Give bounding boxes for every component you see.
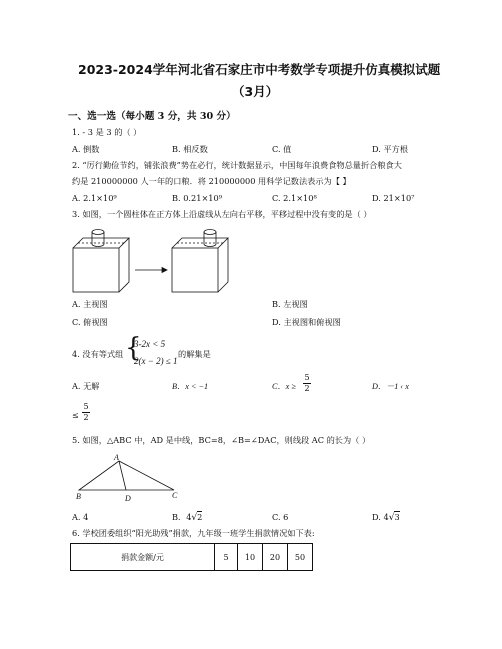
q2-option-a: A. 2.1×10⁹ xyxy=(72,193,117,203)
table-cell: 5 xyxy=(215,544,238,571)
q2-option-c: C. 2.1×10⁸ xyxy=(272,193,317,203)
q5-label-b: B xyxy=(76,492,81,501)
q4-inequality-1: 3-2x < 5 xyxy=(134,339,166,349)
table-cell: 50 xyxy=(288,544,313,571)
table-header-cell: 捐款金额/元 xyxy=(71,544,215,571)
q3-stem: 3. 如图，一个圆柱体在正方体上沿虚线从左向右平移，平移过程中没有变的是（ ） xyxy=(72,209,372,219)
q6-stem: 6. 学校团委组织“阳光助残”捐款，九年级一班学生捐款情况如下表: xyxy=(72,528,315,538)
q2-option-d: D. 21×10⁷ xyxy=(372,193,415,203)
page-subtitle: （3月） xyxy=(232,84,279,99)
q5-option-c: C. 6 xyxy=(272,512,289,522)
q4-option-d: D．－1 ‹ x xyxy=(372,382,409,391)
q4-inequality-2: 2(x − 2) ≤ 1 xyxy=(134,356,178,366)
q2-option-b: B. 0.21×10⁹ xyxy=(172,193,223,203)
page-title: 2023-2024学年河北省石家庄市中考数学专项提升仿真模拟试题 xyxy=(78,62,441,77)
q5-option-d-label: D. 4 xyxy=(372,512,389,522)
q5-option-a: A. 4 xyxy=(72,512,89,522)
q5-option-d: D. 4√3 xyxy=(372,512,400,523)
q1-option-c: C. 值 xyxy=(272,144,292,154)
q5-label-a: A xyxy=(114,453,119,462)
q5-option-b-label: B．4 xyxy=(172,512,192,522)
q3-cube-figure xyxy=(70,226,270,296)
q5-option-b-radicand: 2 xyxy=(197,512,203,522)
q3-option-b: B. 左视图 xyxy=(272,299,308,309)
q5-label-c: C xyxy=(172,491,178,500)
q1-option-b: B. 相反数 xyxy=(172,144,208,154)
q5-option-d-radicand: 3 xyxy=(394,512,400,522)
q1-option-d: D. 平方根 xyxy=(372,144,409,154)
section-heading: 一、选一选（每小题 3 分，共 30 分） xyxy=(68,111,236,122)
q3-option-a: A. 主视图 xyxy=(72,299,108,309)
q4-option-d-fraction: 5 2 xyxy=(83,402,89,422)
q2-line2: 约是 210000000 人一年的口粮．将 210000000 用科学记数法表示为【 】 xyxy=(72,176,351,186)
q4-option-d-continued: ≤ xyxy=(72,410,79,420)
table-row xyxy=(71,544,313,571)
q3-option-d: D. 主视图和俯视图 xyxy=(272,317,341,327)
q5-stem: 5. 如图，△ABC 中，AD 是中线，BC=8，∠B=∠DAC，则线段 AC 的长为（ ） xyxy=(72,435,371,445)
table-cell: 20 xyxy=(263,544,288,571)
q6-donation-table xyxy=(70,543,313,571)
table-cell: 10 xyxy=(238,544,263,571)
q4-suffix: 的解集是 xyxy=(178,349,211,359)
q2-line1: 2. “厉行勤俭节约，铺张浪费”势在必行，统计数据显示，中国每年浪费食物总量折合粮食大 xyxy=(72,160,402,170)
q5-label-d: D xyxy=(125,494,131,503)
q5-option-b: B．4√2 xyxy=(172,512,203,523)
q1-option-a: A. 倒数 xyxy=(72,144,100,154)
q4-brace: { xyxy=(125,333,142,363)
q4-option-a: A. 无解 xyxy=(72,381,100,391)
q4-option-c: C．x ≥ xyxy=(272,382,296,391)
q3-option-c: C. 俯视图 xyxy=(72,317,108,327)
q4-option-c-fraction: 5 2 xyxy=(304,373,310,393)
q4-prefix: 4. 没有等式组 xyxy=(72,349,124,359)
q1-stem: 1. - 3 是 3 的（ ） xyxy=(72,127,142,137)
q4-option-b: B．x < −1 xyxy=(172,382,209,391)
